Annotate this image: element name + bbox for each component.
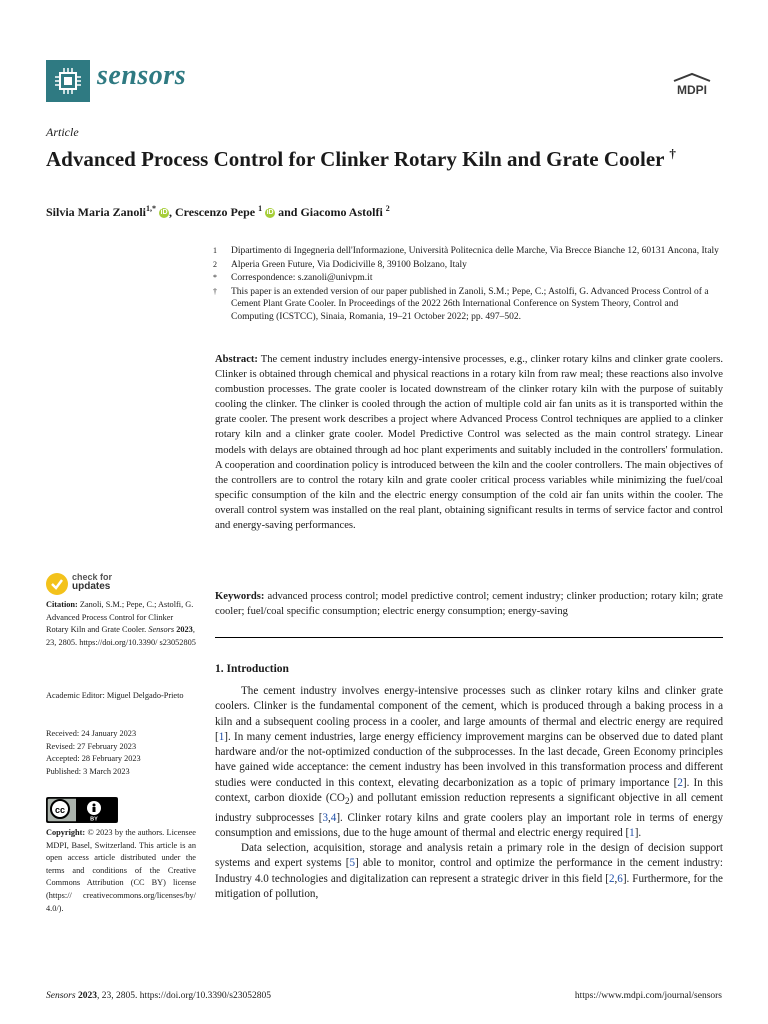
journal-name: sensors: [97, 60, 187, 91]
academic-editor: Academic Editor: Miguel Delgado-Prieto: [46, 691, 184, 700]
article-type: Article: [46, 125, 79, 139]
extended-version-note: This paper is an extended version of our paper published in Zanoli, S.M.; Pepe, C.; Astolfi, G. Advanced Process Control of a Cement Plant Grate Cooler. In Proceedings of the 2022 26th International Conference on System Theory, Control and Computing (ICSTCC), Sinaia, Romania, 19–21 October 2022; pp. 497–502.: [231, 286, 709, 322]
citation-reference-link[interactable]: 4: [330, 811, 337, 824]
citation-reference-link[interactable]: 1: [629, 826, 635, 839]
footer-year: 2023: [77, 991, 97, 1001]
citation-label: Citation:: [46, 600, 78, 609]
check-updates-line: updates: [72, 581, 111, 592]
section-divider: [215, 637, 723, 638]
journal-logo: [46, 60, 90, 102]
citation-journal: Sensors: [148, 625, 175, 635]
paper-title: [46, 141, 686, 172]
check-updates-line: check for: [72, 572, 113, 582]
publication-dates: [46, 728, 196, 778]
author-name: Silvia Maria Zanoli: [46, 205, 147, 219]
citation-block: [46, 599, 196, 649]
paragraph-text: ] able to monitor, control and optimize the performance in the cement industry: Industry 4.0 technologies and digitalization can represent a strategic driver in this field [: [215, 857, 724, 885]
paragraph-text: ]. In this context, carbon dioxide (CO: [215, 776, 723, 805]
author-affiliation: 2: [385, 204, 390, 213]
paragraph: [215, 684, 723, 841]
correspondence-text[interactable]: Correspondence: s.zanoli@univpm.it: [231, 273, 373, 283]
paragraph-text: ]. In many cement industries, large energy efficiency improvement margins can be observed due to dated plant hardware and/or the not-optimized conduction of the subprocesses. In the last decade, Green Economy principles have gained wide acceptance: the cement industry has been involved in this transformation process and different studies were conducted in this context, elevating decarbonization as a topic of primary importance [: [215, 730, 723, 789]
affiliation-text: Alperia Green Future, Via Dodiciville 8, 39100 Bolzano, Italy: [231, 259, 467, 270]
abstract-text: The cement industry includes energy-intensive processes, e.g., clinker rotary kilns and clinker grate coolers. Clinker is obtained through chemical and physical reactions in a rotary kiln from raw meal; these reactions also involve combustion processes. The grate cooler is located downstream of the clinker rotary kiln with the purpose of suitably cooling the clinker. The clinker is cooled through the action of multiple cold air fan units as it is transported within the grate cooler. The present work describes a project where Advanced Process Control techniques are applied to a clinker rotary kiln and a clinker grate cooler. Model Predictive Control was selected as the main control strategy. Linear models with delays are obtained through ad hoc plant experiments and suitably included in the controllers' formulation. A cooperation and coordination policy is introduced between the kiln and the cooler controllers. The main objectives of the controllers are to control the rotary kiln and grate cooler critical process variables while minimizing the fuel/coal specific consumption of the kiln and the electric energy consumption of the cold air fan units within the cooler. The overall control system was installed on the real plant, obtaining significant results in terms of service factor and control and energy-saving performances.: [215, 354, 723, 532]
subscript: 2: [344, 797, 350, 808]
sensor-chip-icon: [46, 60, 90, 102]
citation-reference-link[interactable]: 2: [677, 776, 683, 789]
paragraph-text: Data selection, acquisition, storage and analysis retain a primary role in the design of decision support systems and expert systems [: [215, 842, 723, 870]
footer-doi[interactable]: , 23, 2805. https://doi.org/10.3390/s23052805: [96, 991, 271, 1001]
date-revised: Revised: 27 February 2023: [46, 741, 137, 751]
affiliation-mark: 1: [213, 246, 217, 255]
orcid-icon[interactable]: iD: [266, 209, 274, 217]
copyright-label: Copyright:: [46, 828, 86, 837]
mdpi-logo: [668, 72, 716, 100]
affiliation-text: Dipartimento di Ingegneria dell'Informazione, Università Politecnica delle Marche, Via Brecce Bianche 12, 60131 Ancona, Italy: [231, 246, 719, 256]
affiliation-mark: *: [213, 273, 217, 282]
copyright-notice: [46, 827, 196, 915]
footer-journal-url[interactable]: https://www.mdpi.com/journal/sensors: [574, 991, 722, 1001]
cc-badge-label: BY: [90, 816, 98, 823]
author-separator: and: [275, 205, 301, 219]
paragraph-text: ]. Furthermore, for the mitigation of pollution,: [215, 872, 723, 901]
author-name: Giacomo Astolfi: [300, 205, 383, 219]
citation-reference-link[interactable]: 5: [349, 857, 355, 870]
check-updates-icon: [46, 573, 68, 595]
citation-reference-link[interactable]: 2: [608, 872, 615, 885]
author-name: Crescenzo Pepe: [175, 205, 256, 219]
footer-journal: Sensors: [46, 991, 76, 1001]
paragraph-text: ) and pollutant emission reduction represents a significant objective in all cement industry subprocesses [: [215, 792, 723, 824]
cc-by-license-badge[interactable]: [46, 797, 118, 823]
affiliation-item: [213, 272, 723, 285]
abstract: [215, 352, 723, 533]
date-published: Published: 3 March 2023: [46, 766, 130, 776]
abstract-label: Abstract:: [215, 354, 258, 365]
author-affiliation: 1,*: [146, 204, 157, 213]
section-heading: 1. Introduction: [215, 663, 289, 675]
orcid-icon[interactable]: iD: [160, 209, 168, 217]
citation-year: 2023: [176, 625, 193, 635]
affiliations: [213, 245, 723, 324]
introduction-body: [215, 684, 723, 902]
keywords-label: Keywords:: [215, 591, 265, 602]
paragraph-text: ,: [327, 811, 331, 824]
date-accepted: Accepted: 28 February 2023: [46, 754, 141, 764]
title-footnote-mark: †: [669, 146, 676, 161]
keywords: [215, 589, 723, 619]
author-affiliation: 1: [258, 204, 263, 213]
affiliation-mark: †: [213, 286, 217, 296]
copyright-text: © 2023 by the authors. Licensee MDPI, Basel, Switzerland. This article is an open access article distributed under the terms and conditions of the Creative Commons Attribution (CC BY) license (https:// creativecommons.org/licenses/by/ 4.0/).: [46, 828, 196, 913]
mdpi-label: MDPI: [677, 83, 707, 97]
paper-title-text: Advanced Process Control for Clinker Rotary Kiln and Grate Cooler: [46, 147, 665, 171]
citation-text: Zanoli, S.M.; Pepe, C.; Astolfi, G. Advanced Process Control for Clinker Rotary Kiln and Grate Cooler.: [46, 600, 194, 635]
affiliation-item: [213, 245, 723, 258]
citation-reference-link[interactable]: 6: [617, 872, 623, 885]
author-separator: ,: [169, 205, 176, 219]
paragraph-text: ,: [614, 872, 618, 885]
author-list: [46, 204, 686, 220]
paragraph-text: ].: [634, 826, 642, 839]
citation-reference-link[interactable]: 1: [218, 730, 225, 743]
keywords-text: advanced process control; model predictive control; cement industry; clinker production; rotary kiln; grate cooler; fuel/coal specific consumption; electric energy consumption; energy-saving: [215, 591, 723, 618]
paragraph: [215, 841, 723, 902]
affiliation-mark: 2: [213, 259, 217, 269]
paragraph-text: The cement industry involves energy-intensive processes such as clinker rotary kilns and clinker grate coolers. Clinker is the fundamental component of the cement, which is produced through a baking process in a kiln and a subsequent cooling process in a cooler, and large amounts of thermal and electric energy are required [: [215, 685, 723, 743]
affiliation-item: [213, 259, 723, 272]
date-received: Received: 24 January 2023: [46, 729, 137, 738]
citation-rest[interactable]: , 23, 2805. https://doi.org/10.3390/ s23052805: [46, 625, 196, 647]
paragraph-text: ]. Clinker rotary kilns and grate coolers play an important role in terms of energy consumption and emissions, due to the huge amount of thermal and electric energy required [: [215, 811, 723, 839]
affiliation-item: [213, 286, 723, 324]
citation-reference-link[interactable]: 3: [322, 811, 328, 824]
check-for-updates-button[interactable]: [46, 571, 176, 597]
footer-citation: [46, 991, 271, 1001]
svg-text:cc: cc: [54, 805, 66, 815]
